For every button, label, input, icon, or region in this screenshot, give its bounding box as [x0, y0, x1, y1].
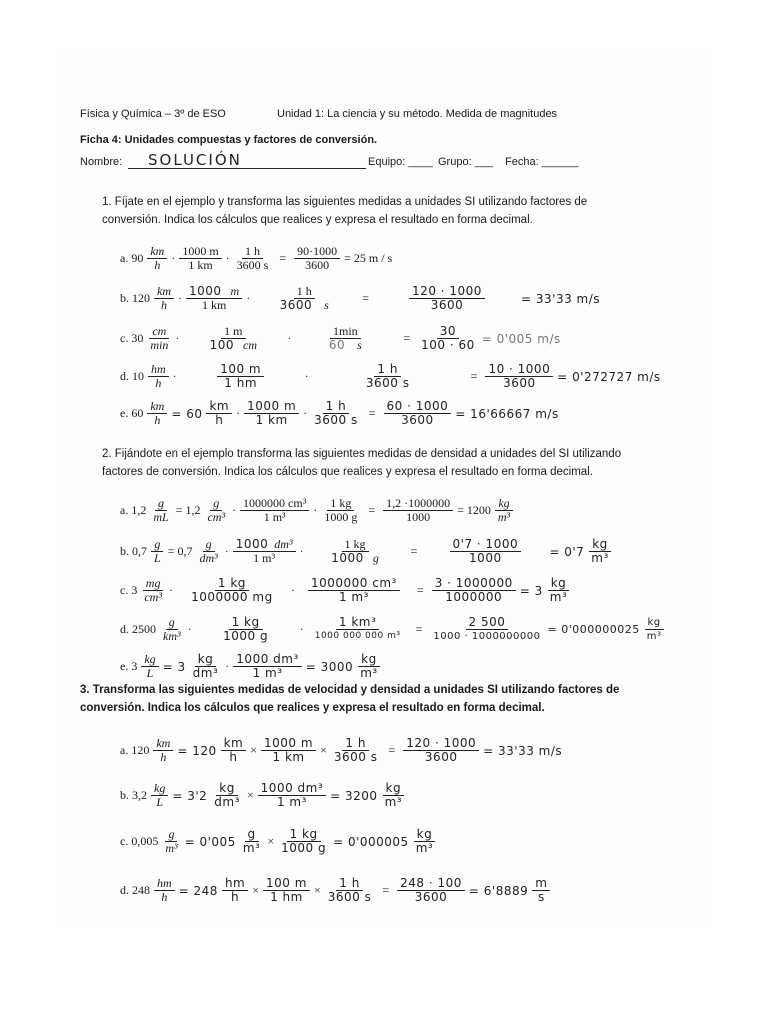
q2-statement: 2. Fijándote en el ejemplo transforma las siguientes medidas de densidad a unidades del SI utilizando factores de conversión. Indica los cálculos que realices y expresa el resultado en forma decimal. [102, 448, 622, 478]
course-label: Física y Química – 3º de ESO [80, 108, 226, 120]
q1-e: e. 60 $\frac{km}{h}$ = 60 $\frac{km}{h}$ · $\frac{1000 m}{1 km}$ · $\frac{1 h}{3600 s}$ = $\frac{60 \cdot 1000}{3600}$ = 16'66667 m/s [120, 399, 559, 427]
q3-d: d. 248 $\frac{hm}{h}$ = 248 $\frac{hm}{h}$ × $\frac{100 m}{1 hm}$ × $\frac{1 h}{3600 s}$ = $\frac{248 \cdot 100}{3600}$ = 6'8889 $\frac{m}{s}$ [120, 877, 552, 904]
name-label: Nombre: [80, 156, 123, 168]
q2-b: b. 0,7 $\frac{g}{L}$ = 0,7 $\frac{g}{\text{dm³}}$ · $\frac{\text{1000 dm³}}{\text{1 m³}}$ · $\frac{1 kg}{1000 g}$ = $\frac{0'7 \cdot 1000}{1000}$ = 0'7 $\frac{kg}{\text{m³}}$ [120, 538, 614, 565]
q3-c: c. 0,005 $\frac{g}{\text{m³}}$ = 0'005 $\frac{g}{\text{m³}}$ × $\frac{1 kg}{1000 g}$ = 0'000005 $\frac{kg}{\text{m³}}$ [120, 828, 438, 855]
q2-d: d. 2500 $\frac{g}{\text{km³}}$ · $\frac{1 kg}{1000 g}$ · $\frac{\text{1 km³}}{\text{1000 000 000 m³}}$ = $\frac{2 500}{1000 \cdot 1000000000}$ = 0'000000025 $\frac{kg}{\text{m³}}$ [120, 616, 666, 643]
date-label: Fecha: ______ [505, 156, 579, 168]
name-value: SOLUCIÓN [148, 151, 242, 169]
q1-b: b. 120 $\frac{km}{h}$ · $\frac{1000 m}{1 km}$ · $\frac{1 h}{3600 s}$ = $\frac{120 \cdot 1000}{3600}$ = 33'33 m/s [120, 284, 601, 312]
q2-c: c. 3 $\frac{mg}{\text{cm³}}$ · $\frac{1 kg}{1000000 mg}$ · $\frac{\text{1000000 cm³}}{\text{1 m³}}$ = $\frac{3 \cdot 1000000}{1000000}$ = 3 $\frac{kg}{\text{m³}}$ [120, 577, 572, 604]
sheet-title: Ficha 4: Unidades compuestas y factores de conversión. [80, 134, 378, 146]
name-underline [128, 168, 366, 169]
q2-a: a. 1,2 $\frac{g}{mL}$ = 1,2 $\frac{g}{\text{cm³}}$ · $\frac{\text{1000000 cm³}}{\text{1 m³}}$ · $\frac{1 kg}{1000 g}$ = $\frac{1,2 \cdot 1000000}{1000}$ = 1200 $\frac{kg}{\text{m³}}$ [120, 497, 515, 524]
q3-statement: 3. Transforma las siguientes medidas de velocidad y densidad a unidades SI utilizando factores de conversión. Indica los cálculos que realices y expresa el resultado en forma decimal. [80, 684, 620, 714]
q3-a: a. 120 $\frac{km}{h}$ = 120 $\frac{km}{h}$ × $\frac{1000 m}{1 km}$ × $\frac{1 h}{3600 s}$ = $\frac{120 \cdot 1000}{3600}$ = 33'33 m/s [120, 736, 563, 764]
q3-b: b. 3,2 $\frac{kg}{L}$ = 3'2 $\frac{kg}{\text{dm³}}$ × $\frac{\text{1000 dm³}}{\text{1 m³}}$ = 3200 $\frac{kg}{\text{m³}}$ [120, 782, 407, 809]
group-label: Grupo: ___ [438, 156, 494, 168]
q1-c: c. 30 $\frac{cm}{\min}$ · $\frac{1 m}{100 cm}$ · $\frac{1\min}{60 s}$ = $\frac{30}{100 \cdot 60}$ = 0'005 m/s [120, 324, 561, 352]
q1-d: d. 10 $\frac{hm}{h}$ · $\frac{100 m}{1 hm}$ · $\frac{1 h}{3600 s}$ = $\frac{10 \cdot 1000}{3600}$ = 0'272727 m/s [120, 362, 661, 390]
team-label: Equipo: ____ [368, 156, 433, 168]
q1-a: a. 90 $\frac{km}{h}$ · $\frac{1000 m}{1 km}$ · $\frac{1 h}{3600 s}$ = $\frac{90\cdot 1000}{3600}$ = 25 m / s [120, 244, 393, 272]
q2-e: e. 3 $\frac{kg}{L}$ = 3 $\frac{kg}{\text{dm³}}$ · $\frac{\text{1000 dm³}}{\text{1 m³}}$ = 3000 $\frac{kg}{\text{m³}}$ [120, 653, 383, 680]
unit-label: Unidad 1: La ciencia y su método. Medida de magnitudes [277, 108, 558, 120]
q1-statement: 1. Fíjate en el ejemplo y transforma las siguientes medidas a unidades SI utilizando factores de conversión. Indica los cálculos que realices y expresa el resultado en forma decimal. [102, 196, 588, 226]
